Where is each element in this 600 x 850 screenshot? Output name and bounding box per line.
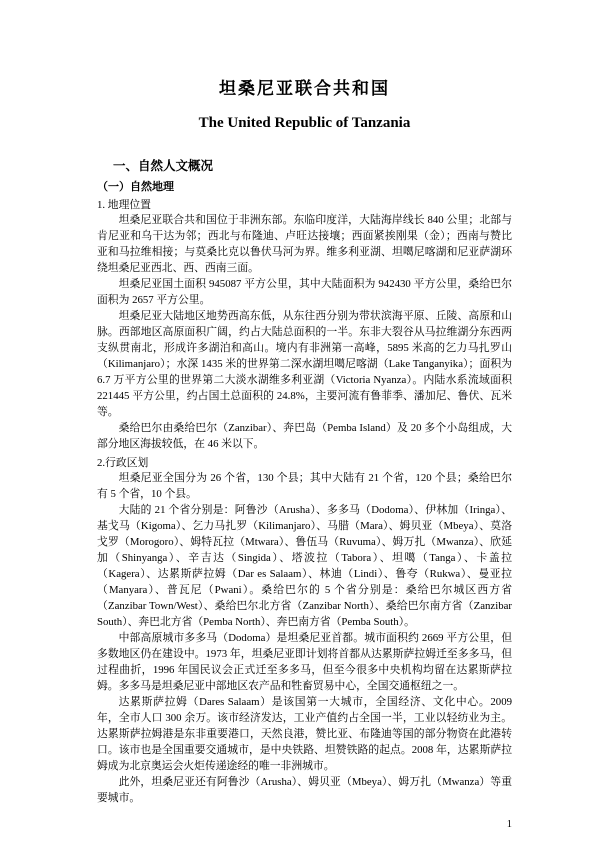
doc-title-english: The United Republic of Tanzania [198,115,411,131]
paragraph-administration-2: 大陆的 21 个省分别是：阿鲁沙（Arusha）、多多马（Dodoma）、伊林加（Iringa）、基戈马（Kigoma）、乞力马扎罗（Kilimanjaro）、马腊（Mara）、姆贝亚（Mbeya）、莫洛戈罗（Morogoro）、姆特瓦拉（Mtwara）、鲁伍马（Ruvuma）、姆万扎（Mwanza）、欣延加（Shinyanga）、辛吉达（Singida）、塔波拉（Tabora）、坦噶（Tanga）、卡盖拉（Kagera）、达累斯萨拉姆（Dar es Salaam）、林迪（Lindi）、鲁夸（Rukwa）、曼亚拉（Manyara）、普瓦尼（Pwani）。桑给巴尔的 5 个省分别是：桑给巴尔城区西方省（Zanzibar Town/West）、桑给巴尔北方省（Zanzibar North）、桑给巴尔南方省（Zanzibar South）、奔巴北方省（Pemba North）、奔巴南方省（Pemba South）。 [97,504,512,628]
paragraph-geography-4: 桑给巴尔由桑给巴尔（Zanzibar）、奔巴岛（Pemba Island）及 20 多个小岛组成，大部分地区海拔较低，在 46 米以下。 [97,422,512,450]
doc-title-chinese: 坦桑尼亚联合共和国 [219,79,390,98]
paragraph-geography-2: 坦桑尼亚国土面积 945087 平方公里，其中大陆面积为 942430 平方公里，桑给巴尔面积为 2657 平方公里。 [97,278,512,306]
section-heading: 一、自然人文概况 [113,159,214,173]
paragraph-geography-3: 坦桑尼亚大陆地区地势西高东低，从东往西分别为带状滨海平原、丘陵、高原和山脉。西部地区高原面积广阔，约占大陆总面积的一半。东非大裂谷从马拉维湖分东西两支纵贯南北，形成许多湖泊和高山。境内有非洲第一高峰，5895 米高的乞力马扎罗山（Kilimanjaro）；水深 1435 米的世界第二深水湖坦噶尼喀湖（Lake Tanganyika）；面积为 6.7 万平方公里的世界第二大淡水湖维多利亚湖（Victoria Nyanza）。内陆水系流域面积 221445 平方公里，约占国土总面积的 24.8%，主要河流有鲁菲季、潘加尼、鲁伏、瓦米等。 [97,310,512,418]
paragraph-geography-1: 坦桑尼亚联合共和国位于非洲东部。东临印度洋，大陆海岸线长 840 公里；北部与肯尼亚和乌干达为邻；西北与布隆迪、卢旺达接壤；西面紧挨刚果（金）；西南与赞比亚和马拉维相接；与莫桑比克以鲁伏马河为界。维多利亚湖、坦噶尼喀湖和尼亚萨湖环绕坦桑尼亚西北、西、西南三面。 [97,214,512,274]
subsection-heading: （一）自然地理 [97,181,174,193]
paragraph-administration-3: 中部高原城市多多马（Dodoma）是坦桑尼亚首都。城市面积约 2669 平方公里，但多数地区仍在建设中。1973 年，坦桑尼亚即计划将首都从达累斯萨拉姆迁至多多马，但过程曲折，1996 年国民议会正式迁至多多马，但至今很多中央机构均留在达累斯萨拉姆。多多马是坦桑尼亚中部地区农产品和牲畜贸易中心，全国交通枢纽之一。 [97,632,512,692]
paragraph-administration-1: 坦桑尼亚全国分为 26 个省，130 个县；其中大陆有 21 个省，120 个县；桑给巴尔有 5 个省，10 个县。 [97,472,512,500]
administration-heading: 2.行政区划 [97,457,149,469]
page-number: 1 [506,819,512,830]
paragraph-administration-5: 此外，坦桑尼亚还有阿鲁沙（Arusha）、姆贝亚（Mbeya）、姆万扎（Mwanza）等重要城市。 [97,776,512,804]
paragraph-administration-4: 达累斯萨拉姆（Dares Salaam）是该国第一大城市，全国经济、文化中心。2009 年，全市人口 300 余万。该市经济发达，工业产值约占全国一半，工业以轻纺业为主。达累斯萨拉姆港是东非重要港口，天然良港，赞比亚、布隆迪等国的部分物资在此港转口。该市也是全国重要交通城市，是中央铁路、坦赞铁路的起点。2008 年，达累斯萨拉姆成为北京奥运会火炬传递途经的唯一非洲城市。 [97,696,512,772]
geography-heading: 1. 地理位置 [97,199,151,211]
